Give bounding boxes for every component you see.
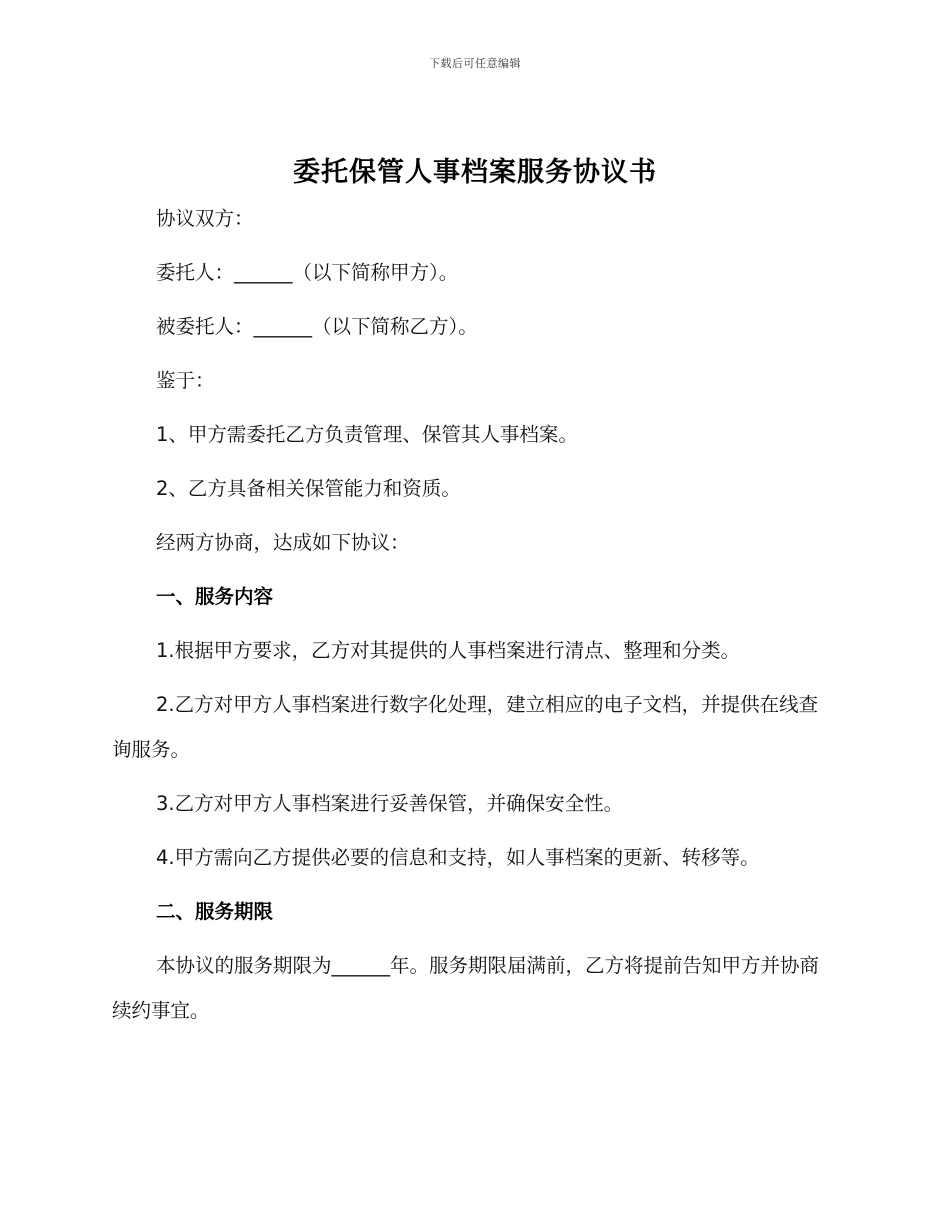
paragraph-whereas-item-1: 1、甲方需委托乙方负责管理、保管其人事档案。 xyxy=(156,423,578,446)
section-heading-service-term: 二、服务期限 xyxy=(156,900,274,923)
clause-service-2: 2.乙方对甲方人事档案进行数字化处理，建立相应的电子文档，并提供在线查询服务。 xyxy=(112,693,819,761)
clause-service-3: 3.乙方对甲方人事档案进行妥善保管，并确保安全性。 xyxy=(156,792,624,815)
document-body xyxy=(112,196,832,1042)
section-heading-service-content: 一、服务内容 xyxy=(156,585,274,608)
clause-service-1: 1.根据甲方要求，乙方对其提供的人事档案进行清点、整理和分类。 xyxy=(156,639,741,662)
paragraph-agent: 被委托人：______（以下简称乙方）。 xyxy=(156,315,478,338)
paragraph-whereas: 鉴于： xyxy=(156,369,215,392)
paragraph-agreement-intro: 经两方协商，达成如下协议： xyxy=(156,531,410,554)
clause-term-1: 本协议的服务期限为______年。服务期限届满前，乙方将提前告知甲方并协商续约事宜。 xyxy=(112,954,820,1022)
paragraph-whereas-item-2: 2、乙方具备相关保管能力和资质。 xyxy=(156,477,461,500)
paragraph-parties: 协议双方： xyxy=(156,207,254,230)
paragraph-principal: 委托人：______（以下简称甲方）。 xyxy=(156,261,459,284)
document-title: 委托保管人事档案服务协议书 xyxy=(293,157,657,188)
page-header-note: 下载后可任意编辑 xyxy=(429,57,521,70)
clause-service-4: 4.甲方需向乙方提供必要的信息和支持，如人事档案的更新、转移等。 xyxy=(156,846,760,869)
